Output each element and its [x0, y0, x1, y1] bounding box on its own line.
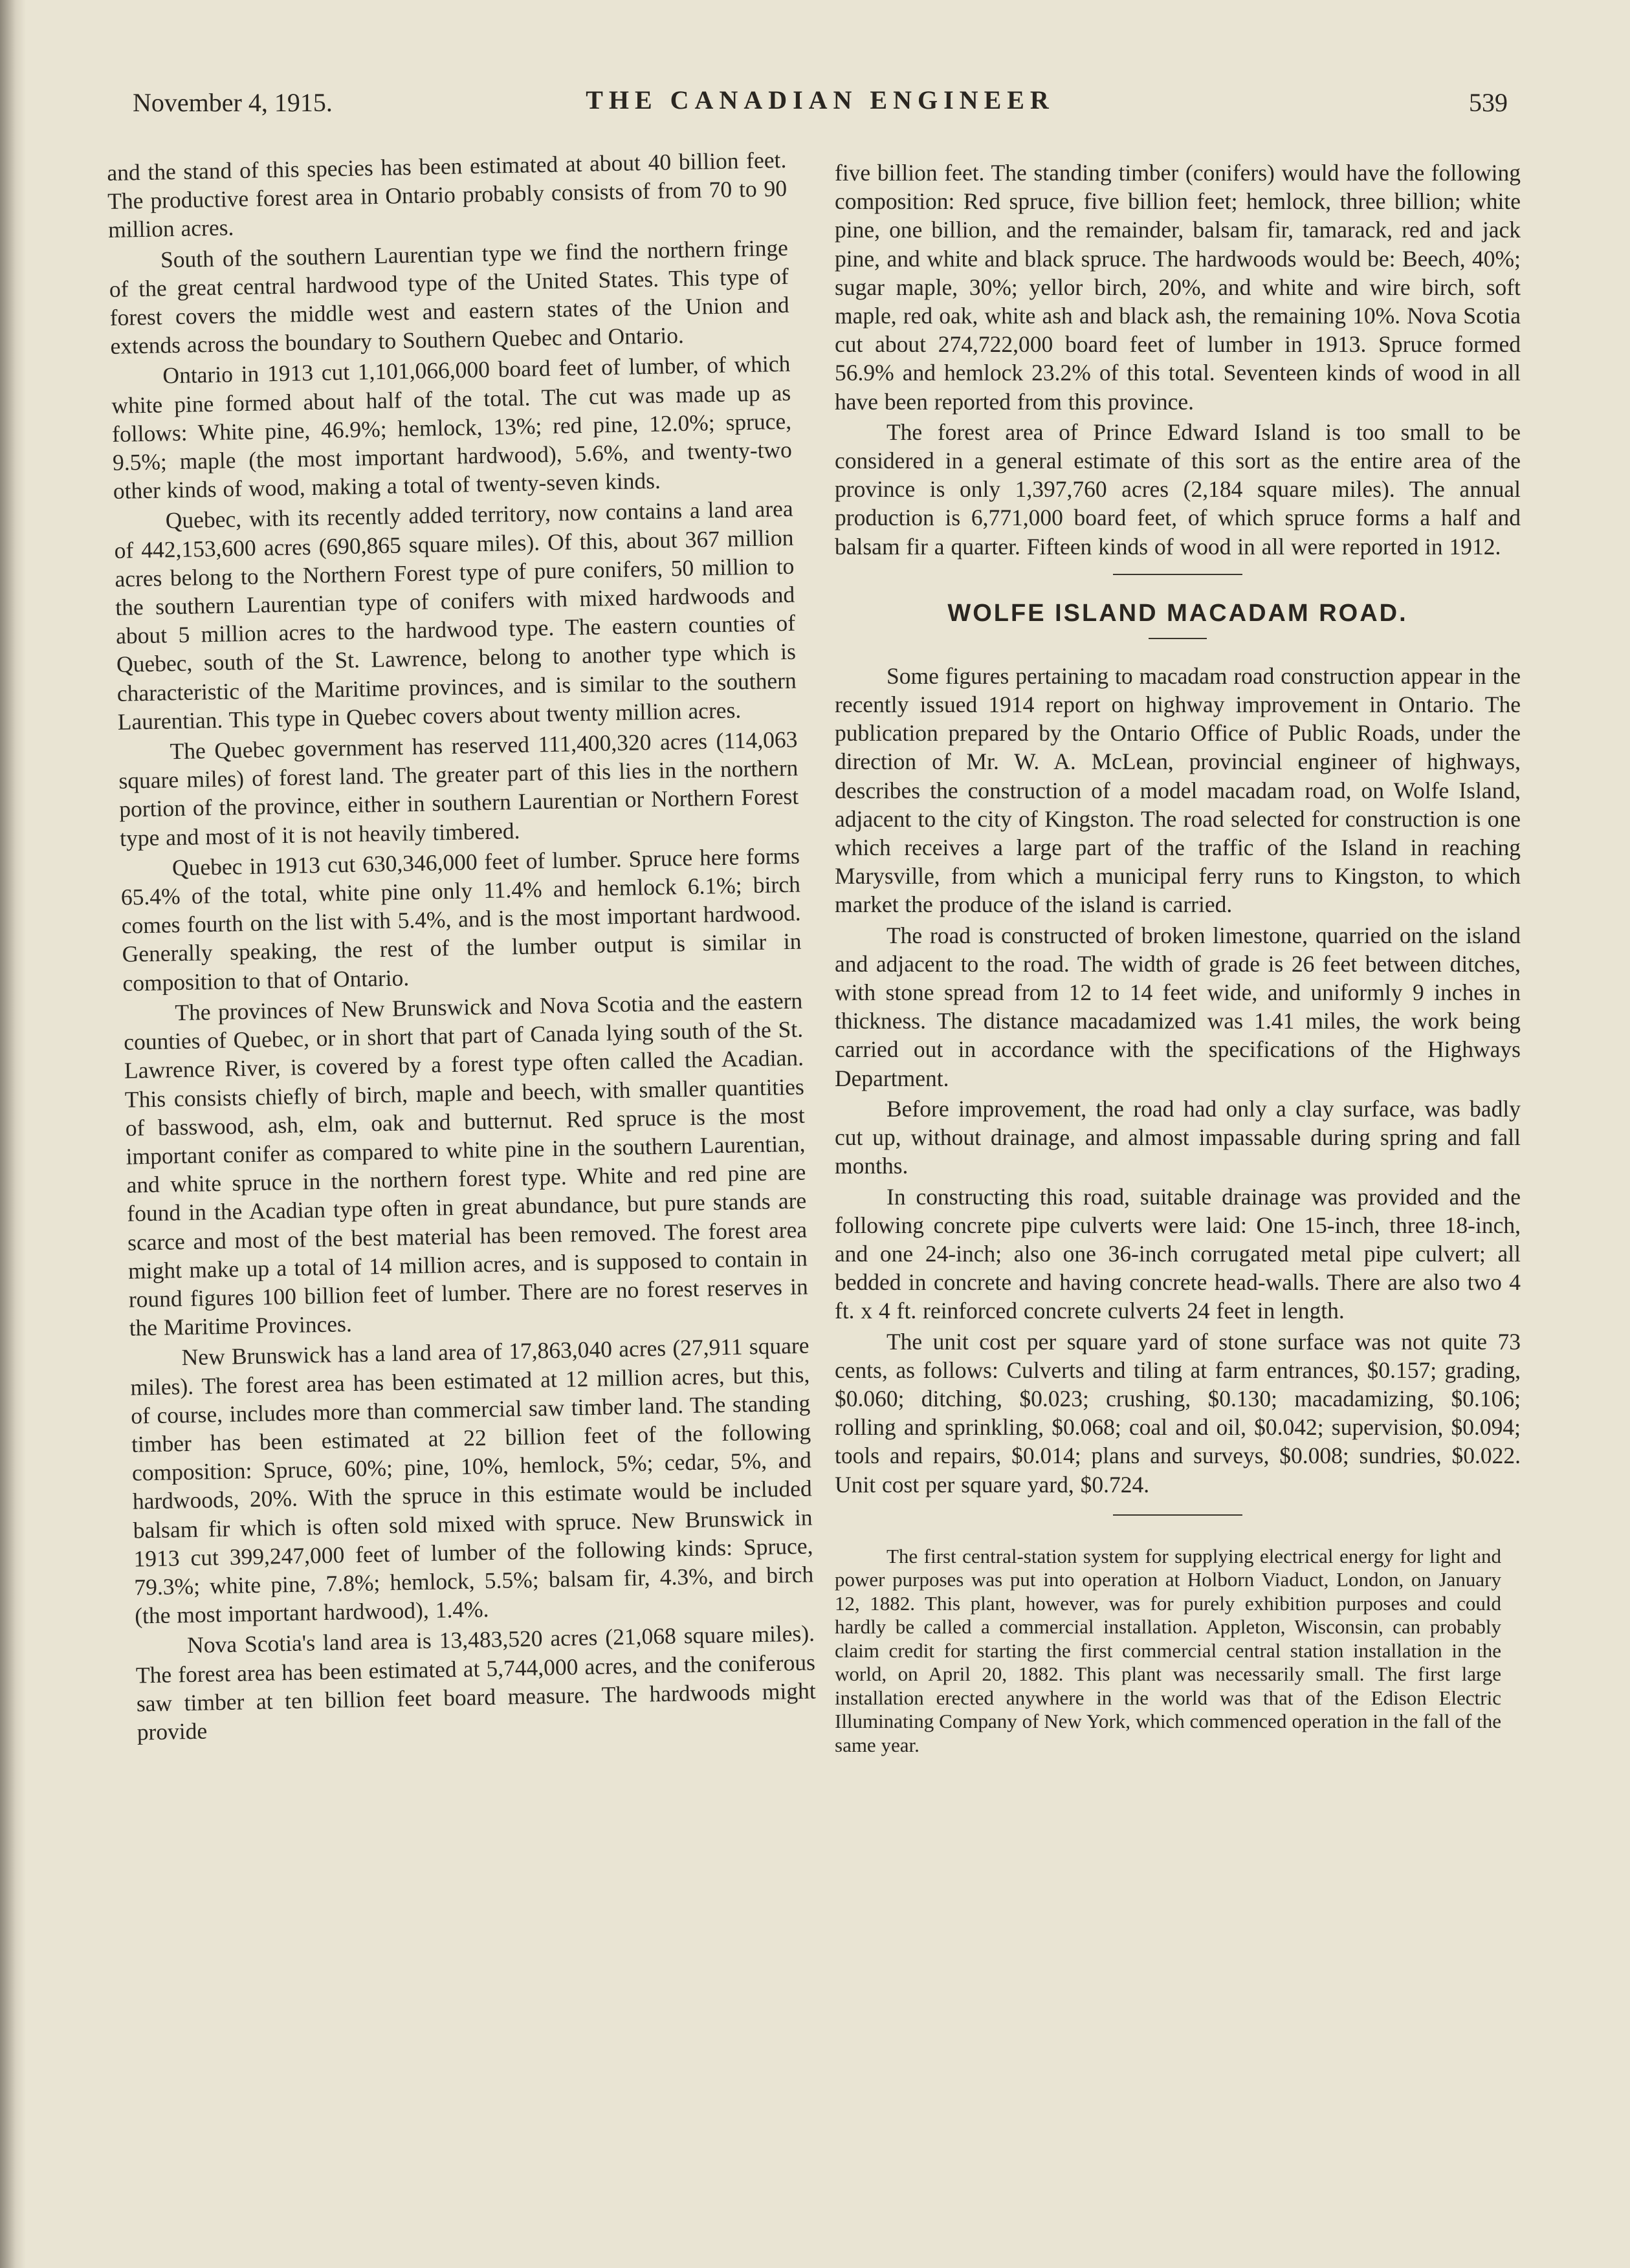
article-paragraph: Before improvement, the road had only a clay surface, was badly cut up, without drainage, and almost impassable during spring and fall months.	[835, 1095, 1521, 1179]
section-divider	[1113, 574, 1242, 575]
left-paragraph: New Brunswick has a land area of 17,863,040 acres (27,911 square miles). The forest area has been estimated at 12 million acres, but this, of course, includes more than commercial saw timber land. The standing timber has been estimated at 22 billion feet of the following composition: Spruce, 60%; pine, 10%, hemlock, 5%; cedar, 5%, and hardwoods, 20%. With the spruce in this estimate would be included balsam fir which is often sold mixed with spruce. New Brunswick in 1913 cut 399,247,000 feet of lumber of the following kinds: Spruce, 79.3%; white pine, 7.8%; hemlock, 5.5%; balsam fir, 4.3%, and birch (the most important hardwood), 1.4%.	[130, 1332, 814, 1629]
issue-date: November 4, 1915.	[133, 88, 333, 117]
right-paragraph: five billion feet. The standing timber (conifers) would have the following composition: Red spruce, five billion feet; hemlock, three billion; white pine, one billion, and the remainder, balsam fir, tamarack, red and jack pine, and white and black spruce. The hardwoods would be: Beech, 40%; sugar maple, 30%; yellor birch, 20%, and white and wire birch, soft maple, red oak, white ash and black ash, the remaining 10%. Nova Scotia cut about 274,722,000 board feet of lumber in 1913. Spruce formed 56.9% and hemlock 23.2% of this total. Seventeen kinds of wood in all have been reported from this province.	[835, 160, 1521, 415]
article-paragraph: The road is constructed of broken limestone, quarried on the island and adjacent to the road. The width of grade is 26 feet between ditches, with stone spread from 12 to 14 feet wide, and uniformly 9 inches in thickness. The distance macadamized was 1.41 miles, the work being carried out in accordance with the specifications of the Highways Department.	[835, 922, 1521, 1091]
page-number: 539	[1469, 88, 1508, 117]
article-paragraph: In constructing this road, suitable drainage was provided and the following concrete pipe culverts were laid: One 15-inch, three 18-inch, and one 24-inch; also one 36-inch corrugated metal pipe culvert; all bedded in concrete and having concrete head-walls. There are also two 4 ft. x 4 ft. reinforced concrete culverts 24 feet in length.	[835, 1183, 1521, 1324]
left-paragraph: Quebec, with its recently added territory, now contains a land area of 442,153,600 acres (690,865 square miles). Of this, about 367 million acres belong to the Northern Forest type of pure conifers, 50 million to the southern Laurentian type of conifers with mixed hardwoods and about 5 million acres to the hardwood type. The eastern counties of Quebec, south of the St. Lawrence, belong to another type which is characteristic of the Maritime provinces, and is similar to the southern Laurentian. This type in Quebec covers about twenty million acres.	[114, 496, 797, 735]
journal-title: THE CANADIAN ENGINEER	[586, 85, 1055, 114]
left-paragraph: Quebec in 1913 cut 630,346,000 feet of lumber. Spruce here forms 65.4% of the total, white pine only 11.4% and hemlock 6.1%; birch comes fourth on the list with 5.4%, and is the most important hardwood. Generally speaking, the rest of the lumber output is similar in composition to that of Ontario.	[120, 842, 802, 996]
article-paragraph: The unit cost per square yard of stone surface was not quite 73 cents, as follows: Culverts and tiling at farm entrances, $0.157; grading, $0.060; ditching, $0.023; crushing, $0.130; macadamizing, $0.106; rolling and sprinkling, $0.068; coal and oil, $0.042; supervision, $0.094; tools and repairs, $0.014; plans and surveys, $0.008; sundries, $0.022. Unit cost per square yard, $0.724.	[835, 1328, 1521, 1498]
left-paragraph: Nova Scotia's land area is 13,483,520 acres (21,068 square miles). The forest area has been estimated at 5,744,000 acres, and the coniferous saw timber at ten billion feet board measure. The hardwoods might provide	[135, 1620, 817, 1745]
article-title: WOLFE ISLAND MACADAM ROAD.	[947, 599, 1408, 627]
news-note: The first central-station system for supplying electrical energy for light and power purposes was put into operation at Holborn Viaduct, London, on January 12, 1882. This plant, however, was for purely exhibition purposes and could hardly be called a commercial installation. Appleton, Wisconsin, can probably claim credit for starting the first commercial central station installation in the world, on April 20, 1882. This plant was necessarily small. The first large installation erected anywhere in the world was that of the Edison Electric Illuminating Company of New York, which commenced operation in the fall of the same year.	[835, 1544, 1501, 1756]
left-paragraph: and the stand of this species has been estimated at about 40 billion feet. The productive forest area in Ontario probably consists of from 70 to 90 million acres.	[107, 146, 787, 243]
left-paragraph: Ontario in 1913 cut 1,101,066,000 board feet of lumber, of which white pine formed about half of the total. The cut was made up as follows: White pine, 46.9%; hemlock, 13%; red pine, 12.0%; spruce, 9.5%; maple (the most important hardwood), 5.6%, and twenty-two other kinds of wood, making a total of twenty-seven kinds.	[111, 351, 793, 505]
section-divider	[1113, 1514, 1242, 1516]
title-underline	[1149, 638, 1207, 639]
page-edge-shadow	[0, 0, 26, 2268]
left-paragraph: South of the southern Laurentian type we find the northern fringe of the great central hardwood type of the United States. This type of forest covers the middle west and eastern states of the Union and extends across the boundary to Southern Quebec and Ontario.	[109, 234, 789, 360]
left-paragraph: The Quebec government has reserved 111,400,320 acres (114,063 square miles) of forest land. The greater part of this lies in the northern portion of the province, either in southern Laurentian or Northern Forest type and most of it is not heavily timbered.	[118, 726, 799, 851]
right-paragraph: The forest area of Prince Edward Island is too small to be considered in a general estimate of this sort as the entire area of the province is only 1,397,760 acres (2,184 square miles). The annual production is 6,771,000 board feet, of which spruce forms a half and balsam fir a quarter. Fifteen kinds of wood in all were reported in 1912.	[835, 419, 1521, 560]
running-header	[133, 87, 1508, 126]
left-paragraph: The provinces of New Brunswick and Nova Scotia and the eastern counties of Quebec, or in short that part of Canada lying south of the St. Lawrence River, is covered by a forest type often called the Acadian. This consists chiefly of birch, maple and beech, with smaller quantities of basswood, ash, elm, oak and butternut. Red spruce is the most important conifer as compared to white pine in the southern Laurentian, and white spruce in the northern forest type. White and red pine are found in the Acadian type often in great abundance, but pure stands are scarce and most of the best material has been removed. The forest area might make up a total of 14 million acres, and is supposed to contain in round figures 100 billion feet of lumber. There are no forest reserves in the Maritime Provinces.	[123, 987, 809, 1341]
article-paragraph: Some figures pertaining to macadam road construction appear in the recently issued 1914 report on highway improvement in Ontario. The publication prepared by the Ontario Office of Public Roads, under the direction of Mr. W. A. McLean, provincial engineer of highways, describes the construction of a model macadam road, on Wolfe Island, adjacent to the city of Kingston. The road selected for construction is one which receives a large part of the traffic of the Island in reaching Marysville, from which a municipal ferry runs to Kingston, to which market the produce of the island is carried.	[835, 662, 1521, 918]
right-column	[835, 158, 1521, 1757]
left-column	[107, 146, 817, 1749]
